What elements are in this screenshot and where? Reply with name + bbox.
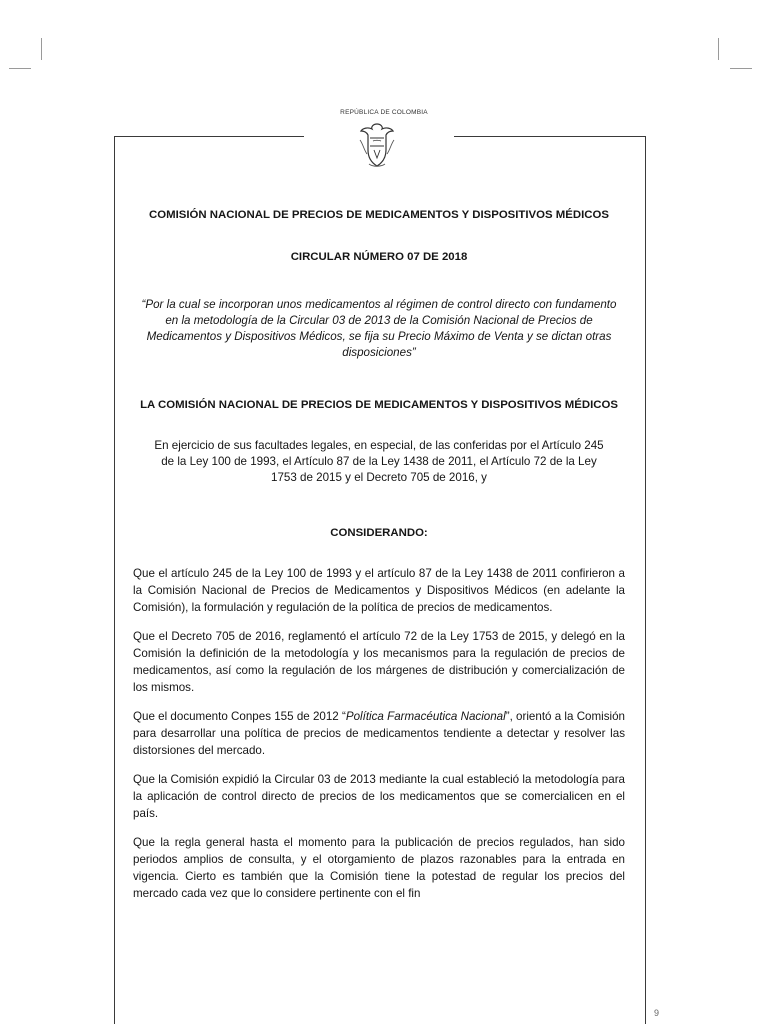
paragraph-3 bbox=[133, 708, 625, 759]
document-body bbox=[133, 209, 625, 914]
crop-mark-top-right-horizontal bbox=[730, 68, 752, 69]
authority-title: LA COMISIÓN NACIONAL DE PRECIOS DE MEDICAMENTOS Y DISPOSITIVOS MÉDICOS bbox=[140, 398, 618, 411]
crop-mark-top-left-vertical bbox=[41, 38, 42, 60]
paragraph-5: Que la regla general hasta el momento para la publicación de precios regulados, han sido periodos amplios de consulta, y el otorgamiento de plazos razonables para la entrada en vigencia. Cierto es también que la Comisión tiene la potestad de regular los precios del mercado cada vez que lo considere pertinente con el fin bbox=[133, 836, 625, 900]
paragraph-3-before: Que el documento Conpes 155 de 2012 “ bbox=[133, 710, 346, 723]
paragraph-1: Que el artículo 245 de la Ley 100 de 1993 y el artículo 87 de la Ley 1438 de 2011 confirieron a la Comisión Nacional de Precios de Medicamentos y Dispositivos Médicos (en adelante la Comisión), la formulación y regulación de la política de precios de medicamentos. bbox=[133, 567, 625, 614]
crop-mark-top-right-vertical bbox=[718, 38, 719, 60]
considerations bbox=[133, 565, 625, 902]
paragraph-3-italic: Política Farmacéutica Nacional bbox=[345, 710, 506, 723]
paragraph-4: Que la Comisión expidió la Circular 03 de 2013 mediante la cual estableció la metodología para la aplicación de control directo de precios de los medicamentos que se comercialicen en el país. bbox=[133, 773, 625, 820]
circular-title: CIRCULAR NÚMERO 07 DE 2018 bbox=[290, 251, 468, 263]
page-number: 9 bbox=[654, 1008, 660, 1018]
commission-title: COMISIÓN NACIONAL DE PRECIOS DE MEDICAMENTOS Y DISPOSITIVOS MÉDICOS bbox=[149, 209, 609, 221]
crop-mark-top-left-horizontal bbox=[9, 68, 31, 69]
paragraph-2: Que el Decreto 705 de 2016, reglamentó el artículo 72 de la Ley 1753 de 2015, y delegó en la Comisión la definición de la metodología y los mecanismos para la regulación de precios de medicamentos, así como la regulación de los márgenes de distribución y comercialización de los mismos. bbox=[133, 630, 625, 694]
republic-label: REPÚBLICA DE COLOMBIA bbox=[340, 109, 428, 116]
epigraph: “Por la cual se incorporan unos medicamentos al régimen de control directo con fundamento en la metodología de la Circular 03 de 2013 de la Comisión Nacional de Precios de Medicamentos y Dispositivos Médicos, se fija su Precio Máximo de Venta y se dictan otras disposiciones” bbox=[141, 297, 617, 359]
paragraph-3-after: ”, orientó a la Comisión para desarrollar una política de precios de medicamentos tendiente a detectar y resolver las distorsiones del mercado. bbox=[133, 710, 626, 757]
considering-title: CONSIDERANDO: bbox=[330, 526, 428, 539]
powers-text: En ejercicio de sus facultades legales, en especial, de las conferidas por el Artículo 245 de la Ley 100 de 1993, el Artículo 87 de la Ley 1438 de 2011, el Artículo 72 de la Ley 1753 de 2015 y el Decreto 705 de 2016, y bbox=[154, 438, 604, 484]
